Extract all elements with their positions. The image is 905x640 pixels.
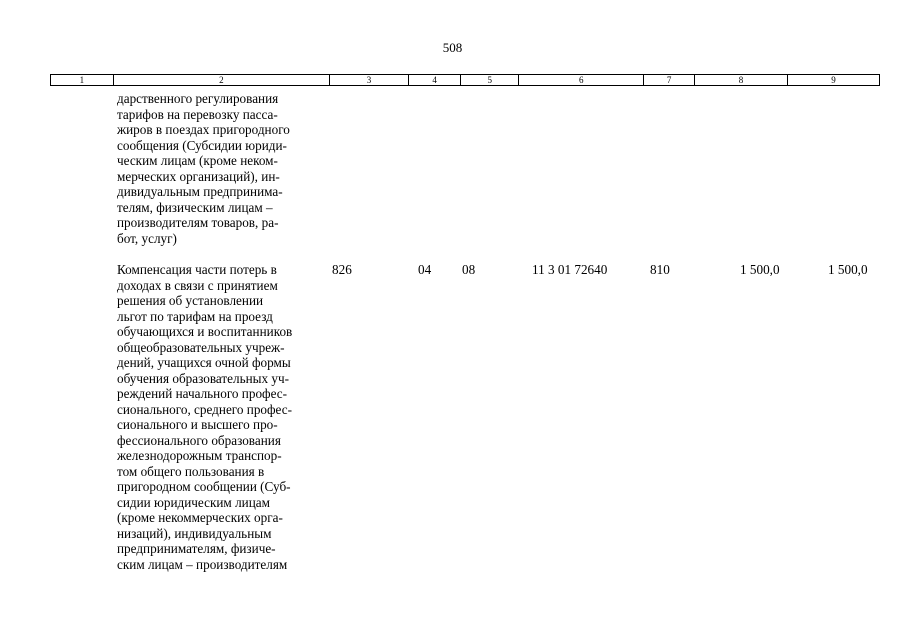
description-line: Компенсация части потерь в <box>117 262 277 277</box>
column-number: 1 <box>51 75 114 86</box>
description-line: пригородном сообщении (Суб- <box>117 479 291 494</box>
description-line: дений, учащихся очной формы <box>117 355 291 370</box>
column-number: 7 <box>644 75 695 86</box>
description-line: железнодорожным транспор- <box>117 448 282 463</box>
amount-column-8: 1 500,0 <box>740 262 780 277</box>
description-line: низаций), индивидуальным <box>117 525 272 541</box>
row-description <box>117 262 327 572</box>
description-line: общеобразовательных учреж- <box>117 339 285 355</box>
description-line: сообщения (Субсидии юриди- <box>117 137 287 153</box>
description-line: мерческих организаций), ин- <box>117 168 280 184</box>
description-line: доходах в связи с принятием <box>117 277 278 293</box>
description-line: (кроме некоммерческих орга- <box>117 510 283 525</box>
expense-type-code: 810 <box>650 262 670 277</box>
description-line: телям, физическим лицам – <box>117 199 273 215</box>
description-line: обучающихся и воспитанников <box>117 324 293 339</box>
description-line: сионального, среднего профес- <box>117 401 292 417</box>
description-line: дарственного регулирования <box>117 91 279 106</box>
description-line: обучения образовательных уч- <box>117 370 290 386</box>
column-number: 5 <box>461 75 519 86</box>
description-line: тарифов на перевозку пасса- <box>117 106 278 122</box>
description-line: решения об установлении <box>117 293 264 308</box>
description-line: дивидуальным предпринима- <box>117 184 283 199</box>
amount-column-9: 1 500,0 <box>828 262 868 277</box>
ministry-code: 826 <box>332 262 352 277</box>
target-article-code: 11 3 01 72640 <box>532 262 608 277</box>
column-header-table <box>50 74 880 86</box>
description-line: том общего пользования в <box>117 463 265 479</box>
subsection-code: 08 <box>462 262 476 277</box>
description-line: бот, услуг) <box>117 230 177 246</box>
description-line: производителям товаров, ра- <box>117 215 279 230</box>
section-code: 04 <box>418 262 432 277</box>
description-line: предпринимателям, физиче- <box>117 541 276 556</box>
description-line: сионального и высшего про- <box>117 417 278 432</box>
row-description-continued <box>117 91 327 246</box>
column-number-row <box>51 75 880 86</box>
column-number: 9 <box>787 75 879 86</box>
description-line: ческим лицам (кроме неком- <box>117 153 278 168</box>
page-number: 508 <box>442 40 463 55</box>
description-line: льгот по тарифам на проезд <box>117 308 273 324</box>
description-line: фессионального образования <box>117 432 281 448</box>
column-number: 4 <box>408 75 461 86</box>
description-line: реждений начального профес- <box>117 386 288 401</box>
description-line: жиров в поездах пригородного <box>117 122 290 137</box>
description-line: сидии юридическим лицам <box>117 494 270 510</box>
description-line: ским лицам – производителям <box>117 556 288 572</box>
column-number: 3 <box>330 75 409 86</box>
column-number: 6 <box>519 75 644 86</box>
column-number: 2 <box>113 75 329 86</box>
column-number: 8 <box>694 75 787 86</box>
